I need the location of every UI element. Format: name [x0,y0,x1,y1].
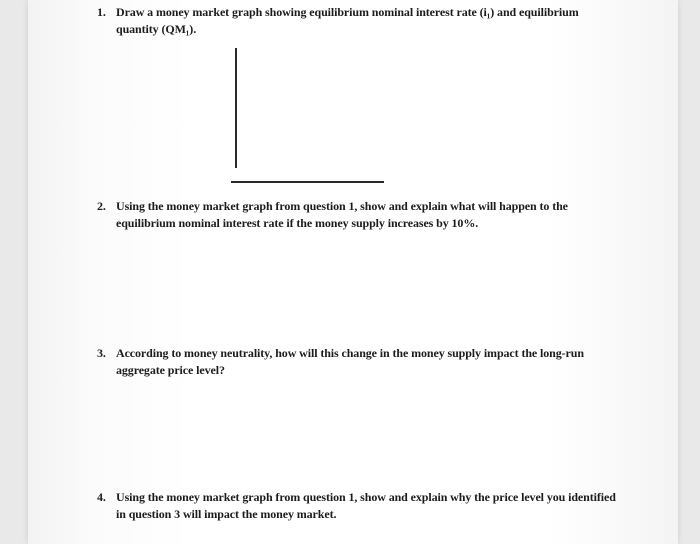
question-3 [97,345,617,379]
question-1 [97,4,617,38]
question-text: According to money neutrality, how will this change in the money supply impact the long-run aggregate price level? [116,346,584,377]
question-number: 1. [97,5,106,19]
question-2 [97,198,617,232]
question-number: 3. [97,346,106,360]
worksheet-page [28,0,678,544]
question-number: 4. [97,490,106,504]
question-text: Using the money market graph from question 1, show and explain what will happen to the equilibrium nominal interest rate if the money supply increases by 10%. [116,199,568,230]
graph-vertical-axis [235,48,237,168]
graph-horizontal-axis [231,181,384,183]
question-number: 2. [97,199,106,213]
question-text: Using the money market graph from question 1, show and explain why the price level you identified in question 3 will impact the money market. [116,490,616,521]
question-text: Draw a money market graph showing equilibrium nominal interest rate (i₁) and equilibrium quantity (QM₁). [116,5,579,36]
question-4 [97,489,617,523]
